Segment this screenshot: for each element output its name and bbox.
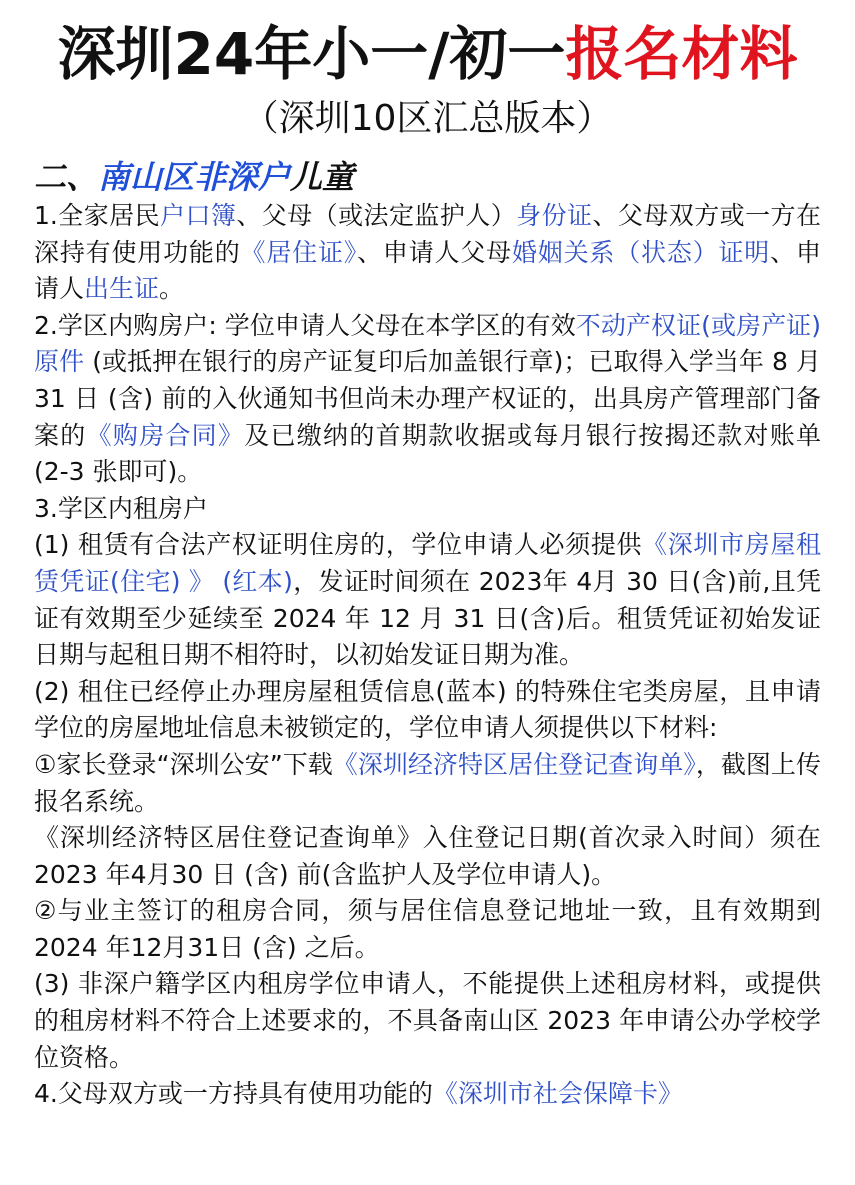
section-content: [34, 198, 821, 1113]
body-text: 。: [159, 274, 185, 304]
paragraph: [34, 747, 821, 820]
body-text: 3.学区内租房户: [34, 493, 208, 523]
highlighted-text: 《居住证》: [240, 237, 358, 267]
section-highlight: 南山区非深户: [98, 158, 291, 196]
body-text: ，发证时间须在 2023年 4月 30 日(含)前,且凭证有效期至少延续至 2024 年 12 月 31 日(含)后。租赁凭证初始发证日期与起租日期不相符时，以初始发证日期为准。: [34, 566, 821, 670]
body-text: (2) 租住已经停止办理房屋租赁信息(蓝本) 的特殊住宅类房屋，且申请学位的房屋地址信息未被锁定的，学位申请人须提供以下材料:: [34, 676, 821, 743]
body-text: 2.学区内购房户: 学位申请人父母在本学区的有效: [34, 310, 576, 340]
body-text: 1.全家居民: [34, 201, 161, 230]
paragraph: [34, 966, 821, 1076]
highlighted-text: 身份证: [516, 201, 593, 230]
section-heading: [34, 156, 821, 198]
paragraph: [34, 491, 821, 528]
highlighted-text: 出生证: [84, 274, 160, 304]
highlighted-text: 《购房合同》: [86, 420, 245, 450]
body-text: (3) 非深户籍学区内租房学位申请人，不能提供上述租房材料，或提供的租房材料不符合上述要求的，不具备南山区 2023 年申请公办学校学位资格。: [34, 969, 821, 1072]
highlighted-text: 户口簿: [160, 201, 237, 230]
paragraph: [34, 820, 821, 893]
paragraph: [34, 308, 821, 491]
title-part-black: 深圳24年小一/初一: [57, 20, 566, 88]
highlighted-text: 《深圳市房屋租赁凭证(住宅) 》 (红本): [34, 530, 821, 596]
body-text: ，截图上传报名系统。: [34, 749, 821, 816]
body-text: 、父母（或法定监护人）: [236, 201, 517, 230]
paragraph: [34, 1076, 821, 1113]
paragraph: [34, 674, 821, 747]
body-text: 、申请人: [34, 237, 821, 304]
paragraph: [34, 893, 821, 966]
highlighted-text: 《深圳经济特区居住登记查询单》: [332, 749, 696, 779]
page-title: [0, 0, 855, 90]
page-subtitle: （深圳10区汇总版本）: [242, 98, 613, 139]
body-text: 、父母双方或一方在深持有使用功能的: [34, 201, 821, 267]
body-text: (1) 租赁有合法产权证明住房的，学位申请人必须提供: [34, 530, 643, 560]
highlighted-text: 不动产权证(或房产证) 原件: [34, 310, 821, 377]
highlighted-text: 《深圳市社会保障卡》: [432, 1079, 683, 1109]
title-part-red: 报名材料: [565, 20, 798, 88]
body-text: ②与业主签订的租房合同，须与居住信息登记地址一致，且有效期到 2024 年12月31日 (含) 之后。: [34, 896, 821, 962]
highlighted-text: 婚姻关系（状态）证明: [511, 237, 771, 267]
body-text: 4.父母双方或一方持具有使用功能的: [34, 1079, 433, 1109]
section-suffix: 儿童: [290, 158, 355, 196]
section-nanshan: [0, 156, 855, 1113]
section-prefix: 二、: [34, 158, 99, 196]
paragraph: [34, 198, 821, 308]
body-text: 《深圳经济特区居住登记查询单》入住登记日期(首次录入时间）须在 2023 年4月30 日 (含) 前(含监护人及学位申请人)。: [34, 823, 821, 889]
body-text: (或抵押在银行的房产证复印后加盖银行章)；已取得入学当年 8 月31 日 (含) 前的入伙通知书但尚未办理产权证的，出具房产管理部门备案的: [34, 347, 821, 450]
body-text: 、申请人父母: [357, 237, 512, 267]
body-text: 及已缴纳的首期款收据或每月银行按揭还款对账单 (2-3 张即可)。: [34, 420, 821, 487]
paragraph: [34, 527, 821, 673]
body-text: ①家长登录“深圳公安”下载: [34, 749, 333, 779]
